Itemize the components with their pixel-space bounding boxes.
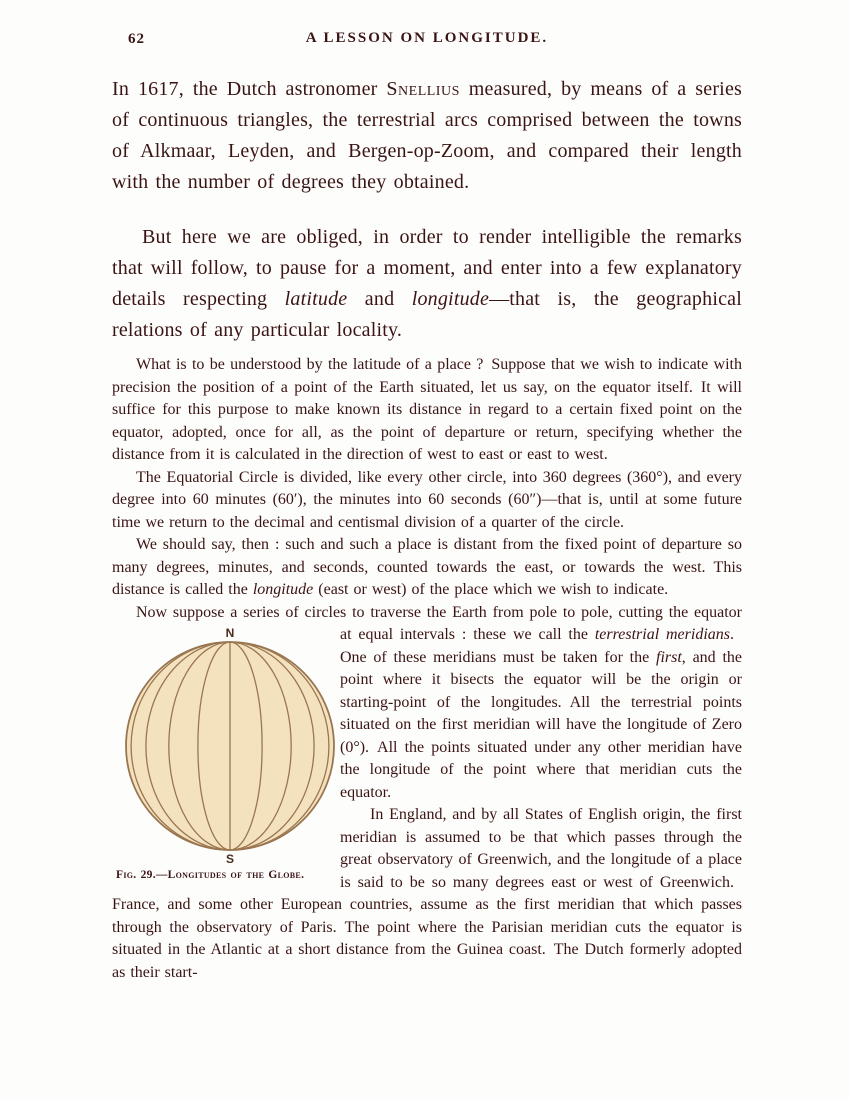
running-head: [112, 30, 742, 49]
text-segment: . One of these meridians must be taken for the: [340, 626, 743, 666]
running-title: A LESSON ON LONGITUDE.: [305, 30, 549, 46]
paragraph-explanatory: [112, 222, 742, 346]
text-segment: In England, and by all States of English origin, the first meridian is assumed to be that which passes through the great observatory of Greenwich, and the longitude of a place is said to be so many degrees east or west of Greenwich. France, and some other European countries, assume as the first meridian that which passes through the observatory of Paris. The point where the Parisian meridian cuts the equator is situated in the Atlantic at a short distance from the Guinea coast. The Dutch formerly adopted as their start-: [112, 806, 742, 981]
italic-latitude: latitude: [284, 288, 348, 310]
text-segment: The Equatorial Circle is divided, like every other circle, into 360 degrees (360°), and every degree into 60 minutes (60′), the minutes into 60 seconds (60″)—that is, until at some future time we return to the decimal and centismal division of a quarter of the circle.: [112, 468, 742, 531]
page-content: [112, 30, 742, 984]
north-pole-label: N: [225, 626, 235, 640]
italic-first: first: [656, 648, 682, 666]
figure-globe: [112, 626, 340, 882]
south-pole-label: S: [225, 852, 234, 866]
paragraph-meridians: [112, 602, 743, 881]
text-segment: What is to be understood by the latitude of a place ? Suppose that we wish to indicate with precision the position of a point of the Earth situated, let us say, on the equator itself. It will suffice for this purpose to make known its distance in regard to a certain fixed point on the equator, adopted, once for all, as the point of departure or return, specifying whether the distance from it is calculated in the direction of west to east or east to west.: [112, 356, 742, 463]
text-segment: We should say, then : such and such a place is distant from the fixed point of departure so many degrees, minutes, and seconds, counted towards the east, or towards the west. This distance is called the: [112, 536, 742, 598]
paragraph-latitude-question: [112, 354, 742, 467]
page-number: 62: [128, 31, 145, 47]
globe-svg: [124, 640, 336, 852]
figure-caption: Fig. 29.—Longitudes of the Globe.: [116, 869, 305, 881]
paragraph-equatorial-circle: [112, 467, 742, 535]
italic-longitude: longitude: [252, 581, 314, 598]
paragraph-longitude-definition: [112, 534, 742, 602]
text-segment: the equator at equal intervals : these we call the: [340, 603, 743, 643]
text-segment: and: [347, 288, 412, 310]
paragraph-snellius: [112, 74, 742, 198]
text-segment: (east or west) of the place which we wish to indicate.: [313, 581, 669, 598]
text-segment: measured, by means of a series of continuous triangles, the terrestrial arcs comprised between the towns of Alkmaar, Leyden, and Bergen-op-Zoom, and compared their length with the number of degrees they obtained.: [112, 78, 743, 193]
text-segment: Now suppose a series of circles to traverse the Earth from pole to pole, cutting: [136, 603, 663, 621]
text-segment: , and the point where it bisects the equator will be the origin or starting-point of the longitudes. All the terrestrial points situated on the first meridian will have the longitude of Zero (0°). All the points situated under any other meridian have the longitude of the point where that meridian cuts the equator.: [340, 648, 742, 801]
name-snellius: Snellius: [386, 78, 460, 100]
italic-terrestrial-meridians: terrestrial meridians: [594, 626, 731, 643]
text-segment: In 1617, the Dutch astronomer: [112, 78, 387, 100]
italic-longitude: longitude: [411, 288, 490, 310]
text-segment: But here we are obliged, in order to render intelligible the remarks that will follow, to pause for a moment, and enter into a few explanatory details respecting: [112, 226, 742, 310]
text-segment: —that is, the geographical relations of any particular locality.: [112, 288, 742, 341]
